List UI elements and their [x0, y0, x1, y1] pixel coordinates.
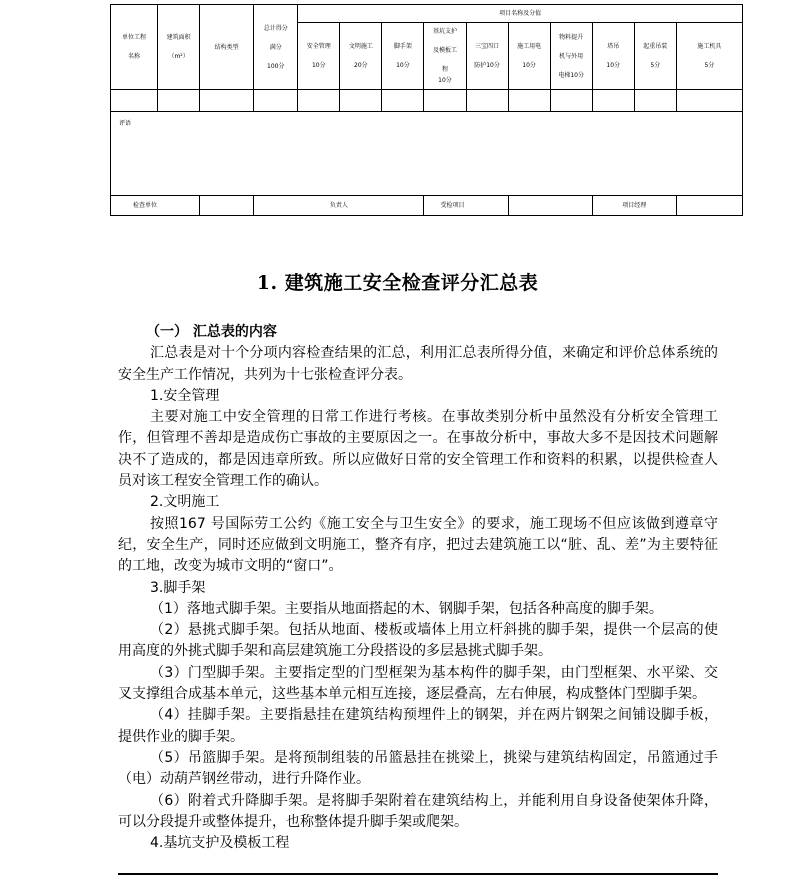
document-body: [118, 322, 718, 854]
project-manager-value: [676, 196, 742, 216]
paragraph: （6）附着式升降脚手架。是将脚手架附着在建筑结构上，并能利用自身设备使架体升降，可以分段提升或整体提升，也称整体提升脚手架或爬架。: [118, 792, 718, 830]
page-bottom-rule: [118, 873, 718, 875]
item-4-name-2: 及模板工: [432, 47, 457, 55]
item-header-8: [592, 23, 634, 90]
item-header-6: [508, 23, 550, 90]
area-header: [158, 5, 200, 90]
score-summary-form: [110, 4, 743, 216]
item-2-name: 文明施工: [348, 43, 373, 51]
table-cell: [634, 90, 676, 112]
paragraph: （4）挂脚手架。主要指悬挂在建筑结构预埋件上的钢架，并在两片钢架之间铺设脚手板，提供作业的脚手架。: [118, 707, 718, 745]
items-group-header: 项目名称及分值: [298, 5, 743, 23]
paragraph: （3）门型脚手架。主要指定型的门型框架为基本构件的脚手架，由门型框架、水平梁、交叉支撑组合成基本单元，这些基本单元相互连接，逐层叠高，左右伸展，构成整体门型脚手架。: [118, 664, 718, 703]
comment-cell: [111, 112, 743, 196]
table-cell: [158, 90, 200, 112]
table-cell: [111, 90, 158, 112]
section-heading: （一） 汇总表的内容: [146, 324, 277, 340]
item-5-name: 三宝四口: [475, 43, 500, 51]
item-1-score: 10分: [311, 62, 326, 70]
subsection-heading: 4.基坑支护及模板工程: [150, 835, 290, 852]
item-1-name: 安全管理: [306, 43, 331, 51]
paragraph: （2）悬挑式脚手架。包括从地面、楼板或墙体上用立杆斜挑的脚手架，提供一个层高的使用高度的外挑式脚手架和高层建筑施工分段搭设的多层悬挑式脚手架。: [118, 622, 718, 660]
comment-label: 评语: [119, 120, 132, 127]
inspected-item-label: 受检项目: [424, 196, 508, 216]
table-cell: [424, 90, 466, 112]
item-header-9: [634, 23, 676, 90]
page-title: 1. 建筑施工安全检查评分汇总表: [256, 272, 539, 294]
item-header-7: [550, 23, 592, 90]
item-10-score: 5分: [704, 62, 715, 70]
subsection-heading: 3.脚手架: [150, 579, 206, 596]
table-cell: [676, 90, 742, 112]
inspected-item-value: [508, 196, 592, 216]
item-3-name: 脚手架: [393, 43, 412, 51]
table-row: [111, 90, 743, 112]
item-6-name: 施工用电: [517, 43, 542, 51]
total-line1: 总计得分: [263, 24, 288, 32]
table-cell: [298, 90, 340, 112]
area-line2: （m²）: [168, 53, 189, 60]
item-7-name-1: 物料提升: [559, 33, 584, 41]
subsection-heading: 1.安全管理: [150, 387, 220, 404]
item-8-name: 塔吊: [607, 43, 620, 51]
table-cell: [254, 90, 298, 112]
unit-name-header: [111, 5, 158, 90]
item-8-score: 10分: [606, 62, 621, 70]
item-header-3: [382, 23, 424, 90]
item-header-4: [424, 23, 466, 90]
total-line3: 100分: [267, 62, 285, 70]
item-4-score: 10分: [438, 77, 452, 85]
area-line1: 建筑面积: [166, 34, 191, 41]
item-7-name-2: 机与外用: [559, 52, 584, 60]
paragraph-list: [118, 343, 718, 854]
item-2-score: 20分: [354, 62, 368, 70]
table-cell: [340, 90, 382, 112]
table-cell: [592, 90, 634, 112]
table-cell: [508, 90, 550, 112]
paragraph: （5）吊篮脚手架。是将预制组装的吊篮悬挂在挑梁上，挑梁与建筑结构固定，吊篮通过手（电）动葫芦钢丝带动，进行升降作业。: [118, 749, 718, 788]
unit-name-line1: 单位工程: [122, 34, 147, 41]
table-cell: [200, 90, 254, 112]
project-manager-label: 项目经理: [592, 196, 676, 216]
total-score-header: [254, 5, 298, 90]
item-9-name: 起重吊装: [643, 43, 668, 51]
structure-header: 结构类型: [200, 5, 254, 90]
item-header-1: [298, 23, 340, 90]
table-cell: [382, 90, 424, 112]
paragraph: 按照167 号国际劳工公约《施工安全与卫生安全》的要求，施工现场不但应该做到遵章守纪，安全生产，同时还应做到文明施工，整齐有序，把过去建筑施工以“脏、乱、差”为主要特征的工地，改变为城市文明的“窗口”。: [118, 515, 718, 575]
signature-row: [111, 196, 743, 216]
item-5-score: 防护10分: [474, 62, 500, 70]
table-cell: [550, 90, 592, 112]
table-cell: [466, 90, 508, 112]
item-10-name: 施工机具: [697, 43, 722, 51]
paragraph: 主要对施工中安全管理的日常工作进行考核。在事故类别分析中虽然没有分析安全管理工作，但管理不善却是造成伤亡事故的主要原因之一。在事故分析中，事故大多不是因技术问题解决不了造成的，都是因违章所致。所以应做好日常的安全管理工作和资料的积累，以提供检查人员对该工程安全管理工作的确认。: [118, 409, 718, 490]
total-line2: 满分: [269, 43, 282, 51]
item-header-2: [340, 23, 382, 90]
item-9-score: 5分: [650, 62, 661, 70]
person-label: 负责人: [254, 196, 424, 216]
item-4-name-1: 基坑支护: [432, 28, 457, 36]
item-3-score: 10分: [396, 62, 410, 70]
paragraph: 汇总表是对十个分项内容检查结果的汇总，利用汇总表所得分值，来确定和评价总体系统的安全生产工作情况，共列为十七张检查评分表。: [118, 345, 718, 383]
unit-name-line2: 名称: [128, 53, 141, 60]
item-header-5: [466, 23, 508, 90]
paragraph: （1）落地式脚手架。主要指从地面搭起的木、钢脚手架，包括各种高度的脚手架。: [150, 600, 663, 617]
inspect-unit-label: 检查单位: [111, 196, 200, 216]
item-4-name-3: 程: [441, 66, 448, 74]
item-header-10: [676, 23, 742, 90]
item-6-score: 10分: [522, 62, 536, 70]
inspect-unit-value: [200, 196, 254, 216]
item-7-score: 电梯10分: [558, 71, 584, 79]
subsection-heading: 2.文明施工: [150, 494, 220, 511]
